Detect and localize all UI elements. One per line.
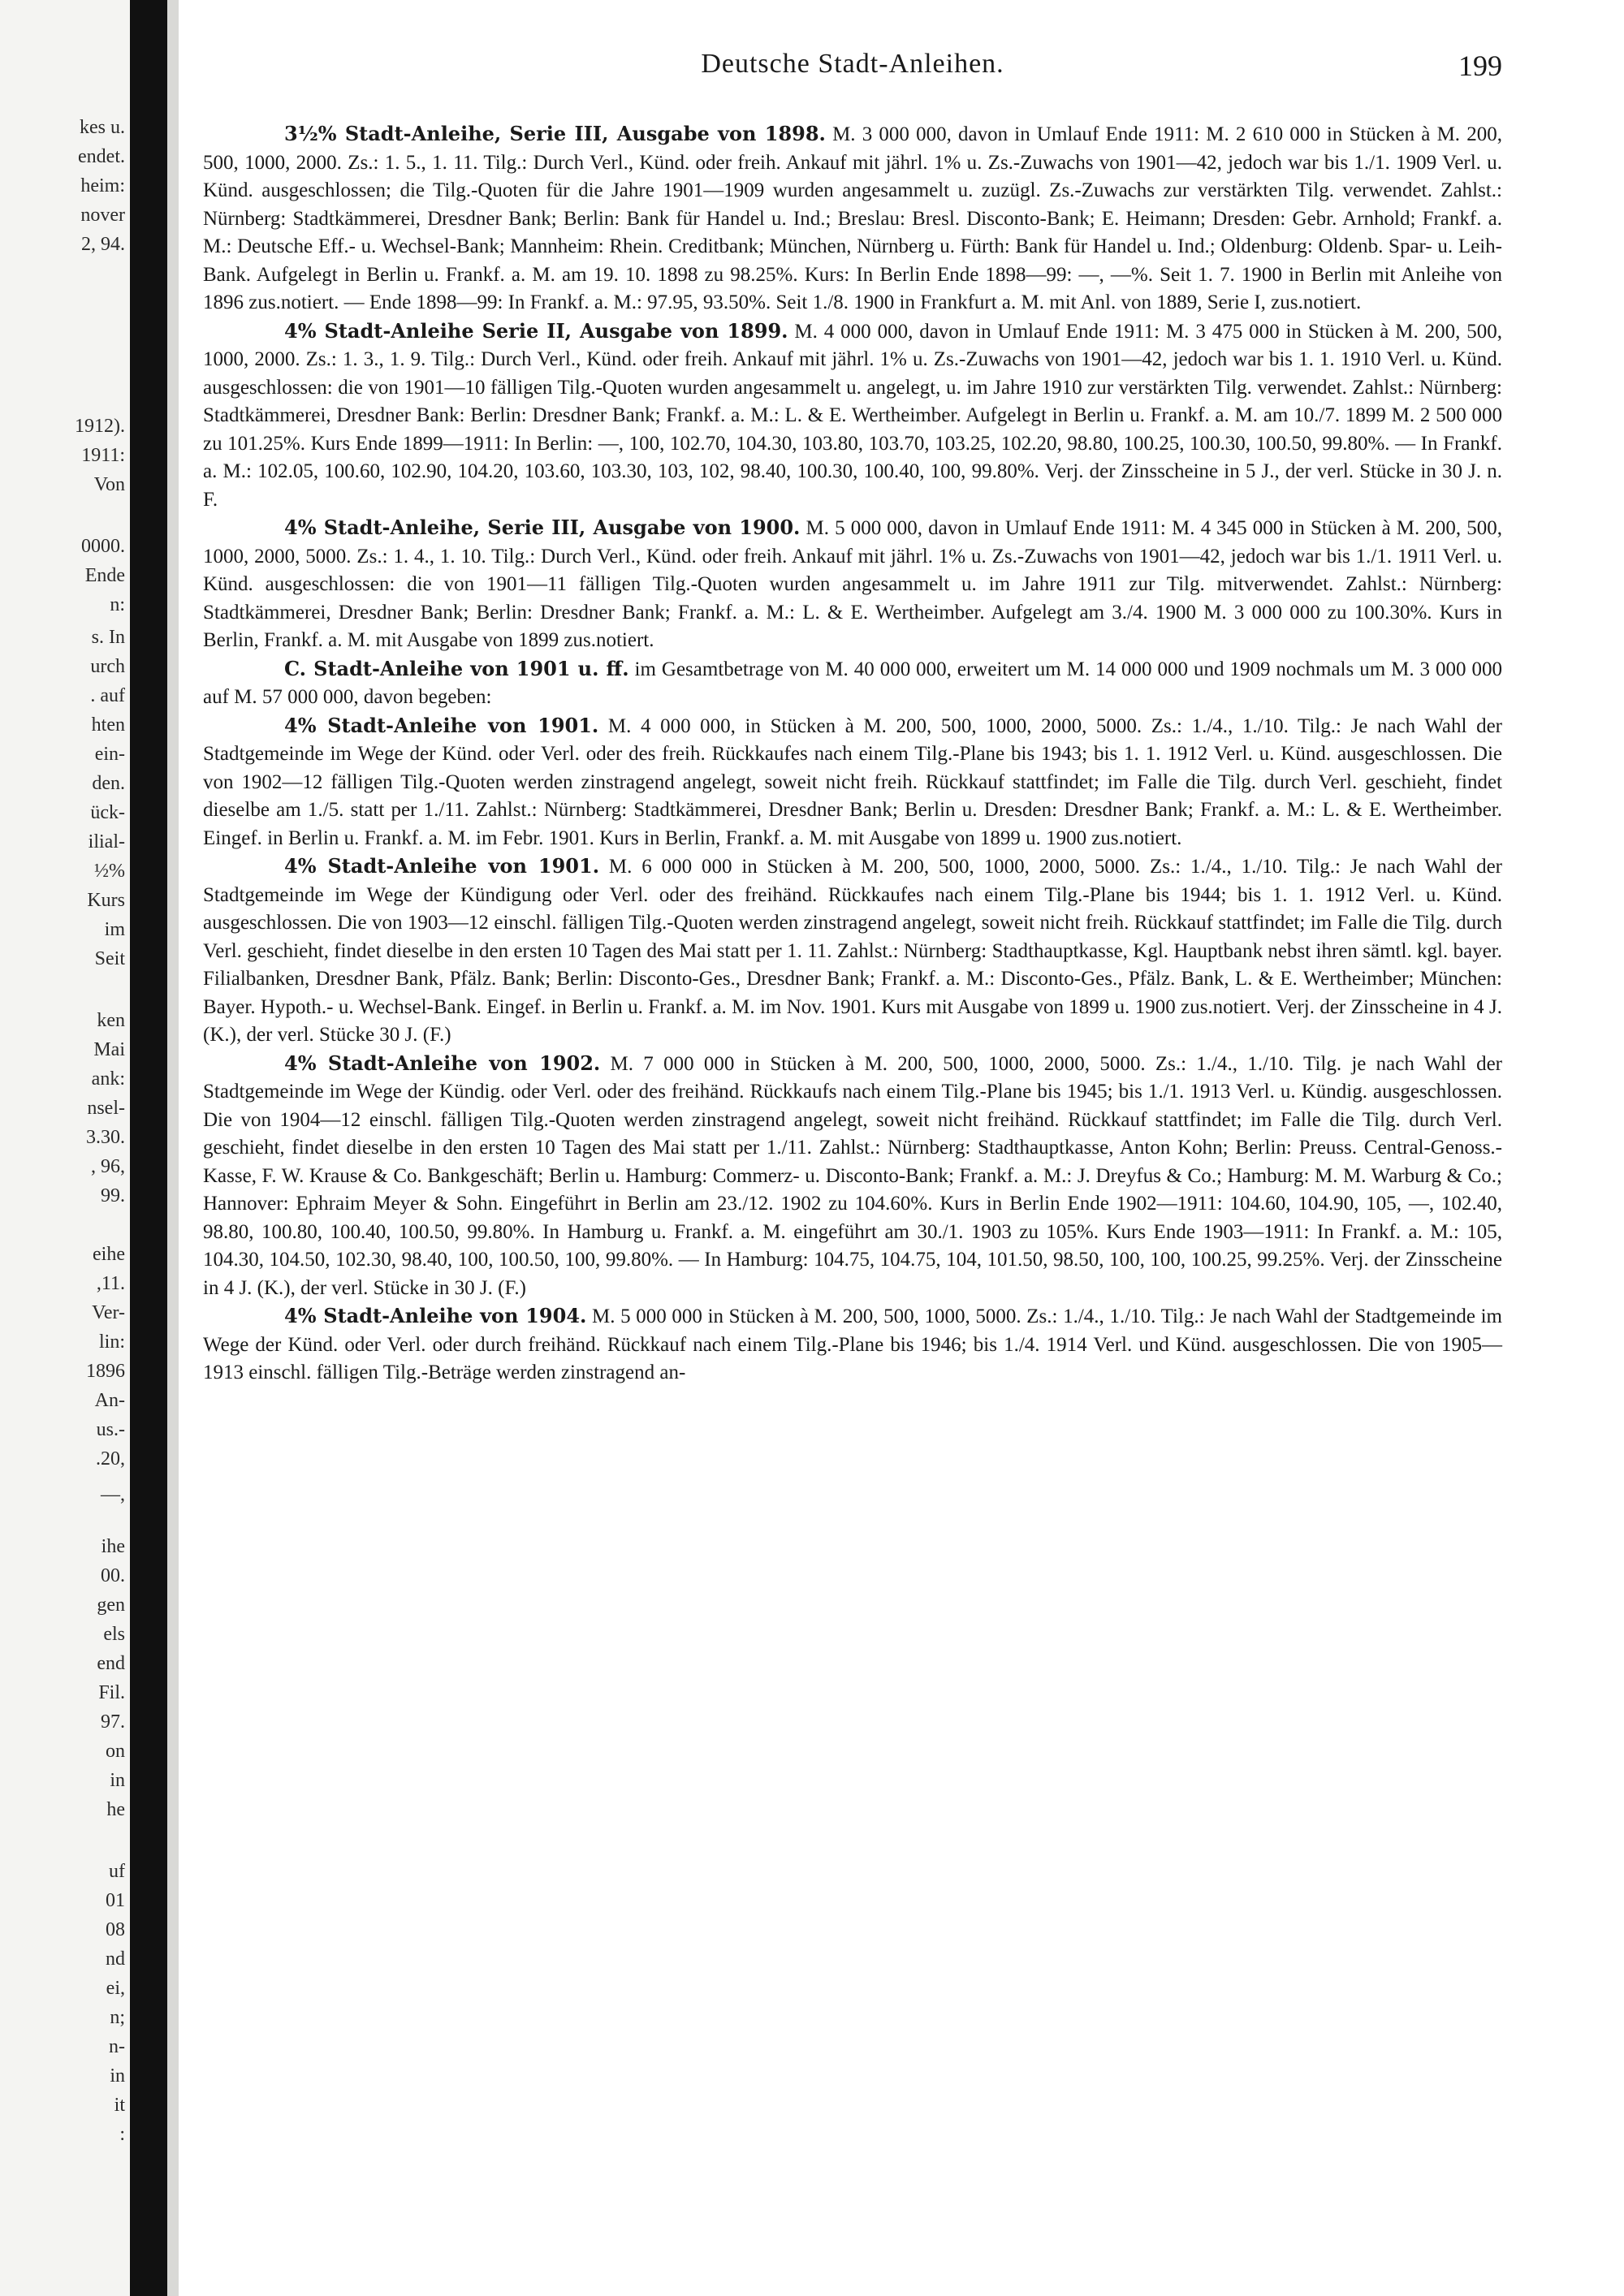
adjacent-page-text: uf bbox=[109, 1861, 125, 1882]
loan-entry bbox=[203, 655, 1502, 712]
adjacent-page-text: s. In bbox=[91, 627, 125, 648]
adjacent-page-text: ei, bbox=[106, 1978, 125, 1999]
adjacent-page-text: in bbox=[110, 1770, 125, 1791]
adjacent-page-text: An- bbox=[94, 1390, 125, 1411]
adjacent-page-text: urch bbox=[90, 656, 125, 677]
adjacent-page-text: 1912). bbox=[75, 416, 125, 437]
entry-title: C. Stadt-Anleihe von 1901 u. ff. bbox=[284, 656, 629, 680]
adjacent-page-text: Ver- bbox=[92, 1302, 125, 1323]
adjacent-page-text: 97. bbox=[101, 1711, 125, 1733]
adjacent-page-text: nsel- bbox=[87, 1098, 125, 1119]
adjacent-page-text: n: bbox=[110, 594, 125, 615]
adjacent-page-text: 1911: bbox=[81, 445, 125, 466]
loan-entry bbox=[203, 852, 1502, 1050]
adjacent-page-text: it bbox=[114, 2095, 125, 2116]
adjacent-page-text: . auf bbox=[90, 685, 125, 706]
entry-title: 4% Stadt-Anleihe, Serie III, Ausgabe von 1900. bbox=[284, 516, 801, 539]
adjacent-page-text: end bbox=[97, 1653, 125, 1674]
entry-text: M. 6 000 000 in Stücken à M. 200, 500, 1000, 2000, 5000. Zs.: 1./4., 1./10. Tilg.: Je nach Wahl der Stadtgemeinde im Wege der Kündigung oder Verl. oder des freihänd. Rückkaufes nach einem Tilg.-Plane bis 1944; bis 1. 1. 1912 Verl. u. Künd. ausgeschlossen. Die von 1903—12 einschl. fälligen Tilg.-Quoten werden zinstragend angelegt, soweit nicht freih. Rückkauf stattfindet; im Falle die Tilg. durch Verl. geschieht, findet dieselbe in den ersten 10 Tagen des Mai statt per 1. 11. Zahlst.: Nürnberg: Stadthauptkasse, Kgl. Hauptbank nebst ihren sämtl. kgl. bayer. Filialbanken, Dresdner Bank, Pfälz. Bank; Berlin: Disconto-Ges., Dresdner Bank; Frankf. a. M.: Disconto-Ges., Pfälz. Bank, L. & E. Wertheimber; München: Bayer. Hypoth.- u. Wechsel-Bank. Eingef. in Berlin u. Frankf. a. M. im Nov. 1901. Kurs mit Ausgabe von 1899 u. 1900 zus.notiert. Verj. der Zinsscheine in 4 J. (K.), der verl. Stücke 30 J. (F.) bbox=[203, 856, 1502, 1046]
adjacent-page-text: hten bbox=[91, 714, 125, 736]
entry-text: M. 4 000 000, in Stücken à M. 200, 500, 1000, 2000, 5000. Zs.: 1./4., 1./10. Tilg.: Je nach Wahl der Stadtgemeinde im Wege der Künd. oder Verl. oder des freih. Rückkaufes nach einem Tilg.-Plane bis 1943; bis 1. 1. 1912 Verl. u. Künd. ausgeschlossen. Die von 1902—12 fälligen Tilg.-Quoten werden zinstragend angelegt, soweit nicht freih. Rückkauf stattfindet; im Falle die Tilg. durch Verl. geschieht, findet dieselbe am 1./5. statt per 1./11. Zahlst.: Nürnberg: Stadtkämmerei, Dresdner Bank; Berlin u. Dresden: Dresdner Bank; Frankf. a. M.: L. & E. Wertheimber. Eingef. in Berlin u. Frankf. a. M. im Febr. 1901. Kurs in Berlin, Frankf. a. M. mit Ausgabe von 1899 u. 1900 zus.notiert. bbox=[203, 714, 1502, 849]
adjacent-page-text: n; bbox=[110, 2007, 125, 2028]
adjacent-page-text: eihe bbox=[93, 1244, 125, 1265]
adjacent-page-text: ½% bbox=[94, 861, 125, 882]
loan-entry bbox=[203, 514, 1502, 655]
adjacent-page-text: , 96, bbox=[91, 1156, 125, 1177]
adjacent-page-text: Kurs bbox=[87, 890, 125, 911]
adjacent-page-text: ,11. bbox=[96, 1273, 125, 1294]
adjacent-page-text: us.- bbox=[96, 1419, 125, 1440]
adjacent-page-text: ilial- bbox=[88, 831, 125, 852]
adjacent-page-text: 1896 bbox=[86, 1361, 125, 1382]
adjacent-page-text: kes u. bbox=[80, 117, 125, 138]
entry-title: 4% Stadt-Anleihe von 1901. bbox=[284, 713, 599, 737]
loan-entry bbox=[203, 120, 1502, 317]
adjacent-page-text: in bbox=[110, 2065, 125, 2087]
adjacent-page-text: 3.30. bbox=[86, 1127, 125, 1148]
adjacent-page-text: Von bbox=[93, 474, 125, 495]
running-header bbox=[203, 49, 1502, 97]
adjacent-page-text: .20, bbox=[96, 1448, 125, 1470]
adjacent-page-text: ank: bbox=[91, 1068, 125, 1090]
adjacent-page-text: den. bbox=[92, 773, 125, 794]
page-number: 199 bbox=[1458, 50, 1502, 82]
adjacent-page-text: ihe bbox=[101, 1536, 125, 1557]
adjacent-page-text: 99. bbox=[101, 1185, 125, 1206]
entry-text: M. 5 000 000, davon in Umlauf Ende 1911: M. 4 345 000 in Stücken à M. 200, 500, 1000, 2000, 5000. Zs.: 1. 4., 1. 10. Tilg.: Durch Verl., Künd. oder freih. Ankauf mit jährl. 1% u. Zs.-Zuwachs von 1901—42, jedoch war bis 1./1. 1911 Verl. u. Künd. ausgeschlossen: die von 1901—11 fälligen Tilg.-Quoten wurden angesammelt u. im Jahre 1911 zur Tilg. mitverwendet. Zahlst.: Nürnberg: Stadtkämmerei, Dresdner Bank; Berlin: Dresdner Bank; Frankf. a. M.: L. & E. Wertheimber. Aufgelegt am 3./4. 1900 M. 3 000 000 zu 100.30%. Kurs in Berlin, Frankf. a. M. mit Ausgabe von 1899 zus.notiert. bbox=[203, 517, 1502, 651]
loan-entry bbox=[203, 317, 1502, 515]
adjacent-page-text: endet. bbox=[78, 146, 125, 167]
adjacent-page-text: Fil. bbox=[98, 1682, 125, 1703]
loan-entry bbox=[203, 712, 1502, 853]
loan-entry bbox=[203, 1302, 1502, 1388]
adjacent-page-text: n- bbox=[109, 2036, 125, 2057]
entry-title: 4% Stadt-Anleihe von 1902. bbox=[284, 1051, 601, 1075]
adjacent-page-text: 01 bbox=[106, 1890, 125, 1911]
entry-title: 3½% Stadt-Anleihe, Serie III, Ausgabe von 1898. bbox=[284, 122, 826, 145]
entries bbox=[203, 120, 1502, 1388]
adjacent-page-text: 00. bbox=[101, 1565, 125, 1586]
adjacent-page-text: —, bbox=[101, 1484, 125, 1505]
gutter-shadow bbox=[167, 0, 179, 2296]
adjacent-page-fragment bbox=[0, 0, 130, 2296]
adjacent-page-text: 2, 94. bbox=[81, 234, 125, 255]
entry-text: M. 7 000 000 in Stücken à M. 200, 500, 1000, 2000, 5000. Zs.: 1./4., 1./10. Tilg. je nach Wahl der Stadtgemeinde im Wege der Kündig. oder Verl. oder des freihänd. Rückkaufs nach einem Tilg.-Plane bis 1945; bis 1./1. 1913 Verl. u. Kündig. ausgeschlossen. Die von 1904—12 einschl. fälligen Tilg.-Quoten werden zinstragend angelegt, soweit nicht freihänd. Rückkauf stattfindet; im Falle die Tilg. durch Verl. geschieht, findet dieselbe in den ersten 10 Tagen des Mai statt per 1./11. Zahlst.: Nürnberg: Stadthauptkasse, Anton Kohn; Berlin: Preuss. Central-Genoss.-Kasse, F. W. Krause & Co. Bankgeschäft; Berlin u. Hamburg: Commerz- u. Disconto-Bank; Frankf. a. M.: J. Dreyfus & Co.; Hamburg: M. M. Warburg & Co.; Hannover: Ephraim Meyer & Sohn. Eingeführt in Berlin am 23./12. 1902 zu 104.60%. Kurs in Berlin Ende 1902—1911: 104.60, 104.90, 105, —, 102.40, 98.80, 100.80, 100.40, 100.50, 99.80%. In Hamburg u. Frankf. a. M. eingeführt am 30./1. 1903 zu 105%. Kurs Ende 1903—1911: In Frankf. a. M.: 105, 104.30, 104.50, 102.30, 98.40, 100, 100.50, 100, 99.80%. — In Hamburg: 104.75, 104.75, 104, 101.50, 98.50, 100, 100, 100.25, 99.25%. Verj. der Zinsscheine in 4 J. (K.), der verl. Stücke in 30 J. (F.) bbox=[203, 1052, 1502, 1299]
entry-text: M. 5 000 000 in Stücken à M. 200, 500, 1000, 5000. Zs.: 1./4., 1./10. Tilg.: Je nach Wahl der Stadtgemeinde im Wege der Künd. oder Verl. oder durch freihänd. Rückkauf nach einem Tilg.-Plane bis 1946; bis 1./4. 1914 Verl. und Künd. ausgeschlossen. Die von 1905—1913 einschl. fälligen Tilg.-Beträge werden zinstragend an- bbox=[203, 1306, 1502, 1383]
loan-entry bbox=[203, 1050, 1502, 1303]
adjacent-page-text: : bbox=[119, 2124, 125, 2145]
entry-title: 4% Stadt-Anleihe von 1901. bbox=[284, 854, 600, 878]
adjacent-page-text: ken bbox=[97, 1010, 125, 1031]
entry-text: M. 3 000 000, davon in Umlauf Ende 1911: M. 2 610 000 in Stücken à M. 200, 500, 1000, 2000. Zs.: 1. 5., 1. 11. Tilg.: Durch Verl., Künd. oder freih. Ankauf mit jährl. 1% u. Zs.-Zuwachs von 1901—42, jedoch war bis 1./1. 1909 Verl. u. Künd. ausgeschlossen; die Tilg.-Quoten für die Jahre 1901—1909 wurden angesammelt u. zuzügl. Zs.-Zuwachs zur verstärkten Tilg. verwendet. Zahlst.: Nürnberg: Stadtkämmerei, Dresdner Bank; Berlin: Bank für Handel u. Ind.; Breslau: Bresl. Disconto-Bank; E. Heimann; Dresden: Gebr. Arnhold; Frankf. a. M.: Deutsche Eff.- u. Wechsel-Bank; Mannheim: Rhein. Creditbank; München, Nürnberg u. Fürth: Bank für Handel u. Ind.; Oldenburg: Oldenb. Spar- u. Leih-Bank. Aufgelegt in Berlin u. Frankf. a. M. am 19. 10. 1898 zu 98.25%. Kurs: In Berlin Ende 1898—99: —, —%. Seit 1. 7. 1900 in Berlin mit Anleihe von 1896 zus.notiert. — Ende 1898—99: In Frankf. a. M.: 97.95, 93.50%. Seit 1./8. 1900 in Frankfurt a. M. mit Anl. von 1889, Serie I, zus.notiert. bbox=[203, 123, 1502, 313]
adjacent-page-text: gen bbox=[97, 1595, 125, 1616]
adjacent-page-text: els bbox=[103, 1624, 125, 1645]
page bbox=[203, 49, 1502, 2241]
adjacent-page-text: Seit bbox=[94, 948, 125, 969]
adjacent-page-text: Ende bbox=[84, 565, 125, 586]
adjacent-page-text: 0000. bbox=[81, 536, 125, 557]
adjacent-page-text: Mai bbox=[93, 1039, 125, 1060]
adjacent-page-text: nd bbox=[106, 1949, 125, 1970]
adjacent-page-text: ein- bbox=[94, 744, 125, 765]
entry-text: M. 4 000 000, davon in Umlauf Ende 1911: M. 3 475 000 in Stücken à M. 200, 500, 1000, 2000. Zs.: 1. 3., 1. 9. Tilg.: Durch Verl., Künd. oder freih. Ankauf mit jährl. 1% u. Zs.-Zuwachs von 1901—42, jedoch war bis 1. 1. 1910 Verl. u. Künd. ausgeschlossen: die von 1901—10 fälligen Tilg.-Quoten wurden angesammelt u. angelegt, u. im Jahre 1910 zur verstärkten Tilg. verwendet. Zahlst.: Nürnberg: Stadtkämmerei, Dresdner Bank: Berlin: Dresdner Bank; Frankf. a. M.: L. & E. Wertheimber. Aufgelegt in Berlin u. Frankf. a. M. am 10./7. 1899 M. 2 500 000 zu 101.25%. Kurs Ende 1899—1911: In Berlin: —, 100, 102.70, 104.30, 103.80, 103.70, 103.25, 102.20, 98.80, 100.25, 100.30, 100.50, 99.80%. — In Frankf. a. M.: 102.05, 100.60, 102.90, 104.20, 103.60, 103.30, 103, 102, 98.40, 100.30, 100.40, 100, 99.80%. Verj. der Zinsscheine in 5 J., der verl. Stücke in 30 J. n. F. bbox=[203, 320, 1502, 511]
adjacent-page-text: 08 bbox=[106, 1919, 125, 1940]
adjacent-page-text: im bbox=[104, 919, 125, 940]
book-gutter bbox=[130, 0, 167, 2296]
adjacent-page-text: lin: bbox=[98, 1331, 125, 1353]
adjacent-page-text: on bbox=[106, 1741, 125, 1762]
entry-title: 4% Stadt-Anleihe Serie II, Ausgabe von 1899. bbox=[284, 318, 788, 343]
running-title: Deutsche Stadt-Anleihen. bbox=[701, 49, 1004, 79]
adjacent-page-text: he bbox=[106, 1799, 125, 1820]
adjacent-page-text: heim: bbox=[80, 175, 125, 196]
adjacent-page-text: nover bbox=[80, 205, 125, 226]
adjacent-page-text: ück- bbox=[90, 802, 125, 823]
entry-title: 4% Stadt-Anleihe von 1904. bbox=[284, 1304, 587, 1327]
entry-text: im Gesamtbetrage von M. 40 000 000, erweitert um M. 14 000 000 und 1909 nochmals um M. 3 000 000 auf M. 57 000 000, davon begeben: bbox=[203, 658, 1503, 708]
